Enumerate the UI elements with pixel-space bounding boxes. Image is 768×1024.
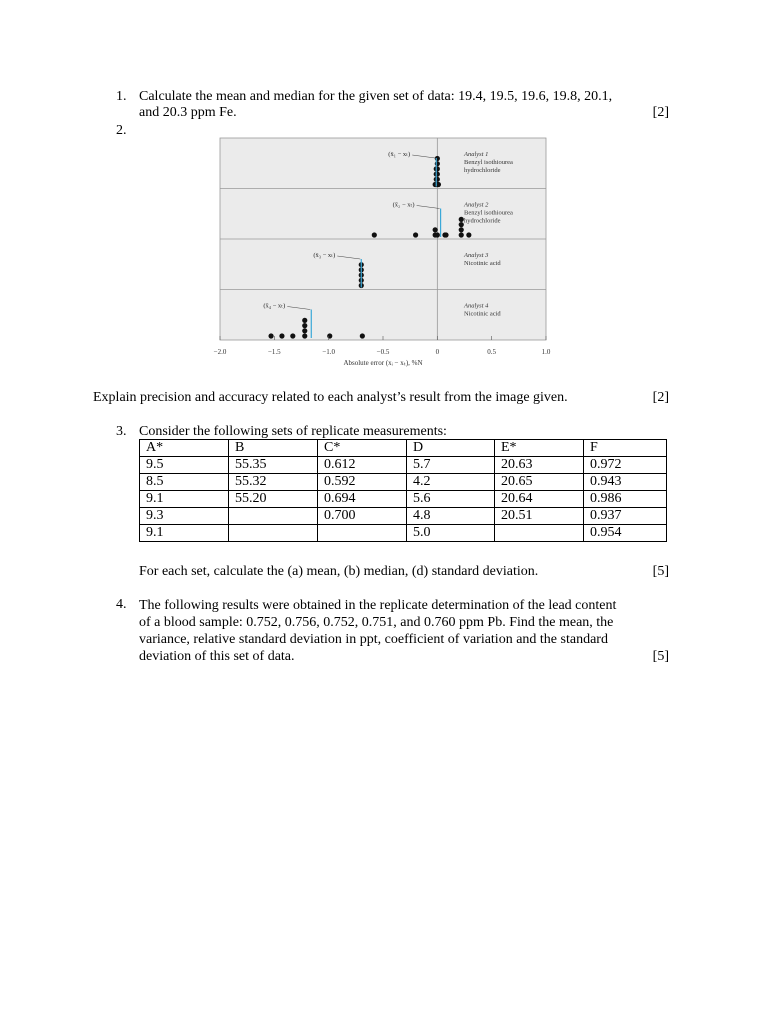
table-cell: 4.2	[407, 474, 495, 491]
table-cell: 0.954	[584, 525, 667, 542]
table-header-row	[140, 440, 667, 457]
analyst-name: Analyst 4	[464, 302, 489, 310]
table-cell: 5.0	[407, 525, 495, 542]
table-cell: 0.972	[584, 457, 667, 474]
question-1-number: 1.	[116, 89, 127, 104]
question-4-number: 4.	[116, 597, 127, 612]
data-point	[302, 323, 307, 328]
data-point	[459, 232, 464, 237]
question-1-line-1: Calculate the mean and median for the given set of data: 19.4, 19.5, 19.6, 19.8, 20.1,	[139, 89, 613, 104]
analyst-name: Analyst 3	[464, 252, 489, 259]
table-cell: 20.63	[495, 457, 584, 474]
data-point	[435, 172, 440, 177]
table-cell	[318, 525, 407, 542]
question-4-line-3: variance, relative standard deviation in ppt, coefficient of variation and the standard	[139, 632, 608, 647]
data-point	[290, 333, 295, 338]
table-cell: 55.20	[229, 491, 318, 508]
reagent-label: Benzyl isothiourea	[464, 209, 513, 217]
table-cell: 0.943	[584, 474, 667, 491]
question-1	[139, 89, 669, 121]
table-cell	[229, 525, 318, 542]
table-cell: 55.35	[229, 457, 318, 474]
table-cell	[229, 508, 318, 525]
table-cell: 9.1	[140, 525, 229, 542]
question-2-number: 2.	[116, 123, 127, 138]
table-row	[140, 474, 667, 491]
x-tick-label: 0	[435, 348, 440, 356]
table-row	[140, 457, 667, 474]
header-cell: B	[229, 440, 318, 457]
x-tick-label: −2.0	[213, 348, 227, 356]
data-point	[443, 232, 448, 237]
question-3-marks: [5]	[652, 564, 669, 579]
header-cell: C*	[318, 440, 407, 457]
replicate-table	[139, 439, 667, 542]
x-tick-label: −1.0	[322, 348, 336, 356]
question-3-task-text: For each set, calculate the (a) mean, (b) median, (d) standard deviation.	[139, 564, 539, 579]
question-4	[139, 597, 669, 665]
data-point	[302, 318, 307, 323]
deviation-label: (x̄₁ − xₜ)	[388, 151, 411, 158]
x-tick-label: 1.0	[541, 348, 551, 356]
data-point	[302, 333, 307, 338]
question-2-prompt	[93, 390, 669, 406]
table-cell: 4.8	[407, 508, 495, 525]
table-cell: 0.986	[584, 491, 667, 508]
table-cell: 0.937	[584, 508, 667, 525]
deviation-label: (x̄₃ − xₜ)	[313, 252, 336, 259]
table-cell: 0.700	[318, 508, 407, 525]
data-point	[435, 177, 440, 182]
reagent-label: hydrochloride	[464, 217, 501, 225]
question-4-line-1: The following results were obtained in the replicate determination of the lead content	[139, 598, 617, 613]
analyst-name: Analyst 2	[464, 201, 489, 209]
header-cell: F	[584, 440, 667, 457]
table-cell: 5.7	[407, 457, 495, 474]
table-row	[140, 508, 667, 525]
table-cell: 0.592	[318, 474, 407, 491]
dot-plot-figure	[200, 134, 560, 372]
reagent-label: Nicotinic acid	[464, 310, 501, 318]
table-cell: 8.5	[140, 474, 229, 491]
data-point	[327, 333, 332, 338]
header-cell: A*	[140, 440, 229, 457]
data-point	[435, 232, 440, 237]
table-cell: 0.612	[318, 457, 407, 474]
reagent-label: hydrochloride	[464, 167, 501, 174]
x-axis-label: Absolute error (xᵢ − xₜ), %N	[343, 359, 423, 367]
header-cell: D	[407, 440, 495, 457]
data-point	[435, 166, 440, 171]
table-cell: 0.694	[318, 491, 407, 508]
reagent-label: Nicotinic acid	[464, 260, 501, 267]
x-tick-label: −1.5	[267, 348, 281, 356]
deviation-label: (x̄₄ − xₜ)	[263, 302, 286, 310]
data-point	[433, 227, 438, 232]
reagent-label: Benzyl isothiourea	[464, 159, 513, 166]
table-cell: 9.3	[140, 508, 229, 525]
data-point	[466, 232, 471, 237]
table-cell: 20.64	[495, 491, 584, 508]
data-point	[413, 232, 418, 237]
data-point	[459, 227, 464, 232]
table-cell: 9.1	[140, 491, 229, 508]
data-point	[372, 232, 377, 237]
data-point	[360, 333, 365, 338]
analyst-name: Analyst 1	[464, 151, 489, 158]
table-cell	[495, 525, 584, 542]
question-2-marks: [2]	[652, 390, 669, 405]
table-cell: 5.6	[407, 491, 495, 508]
deviation-label: (x̄₂ − xₜ)	[392, 201, 415, 209]
question-1-marks: [2]	[652, 105, 669, 120]
question-3-task	[139, 564, 669, 580]
question-3-number: 3.	[116, 424, 127, 439]
data-point	[302, 328, 307, 333]
x-tick-label: −0.5	[376, 348, 390, 356]
question-4-line-2: of a blood sample: 0.752, 0.756, 0.752, 0.751, and 0.760 ppm Pb. Find the mean, the	[139, 615, 614, 630]
question-3-intro: Consider the following sets of replicate measurements:	[139, 424, 447, 439]
data-point	[435, 161, 440, 166]
table-row	[140, 491, 667, 508]
question-4-line-4: deviation of this set of data.	[139, 649, 295, 664]
table-cell: 9.5	[140, 457, 229, 474]
question-2-text: Explain precision and accuracy related to each analyst’s result from the image given.	[93, 390, 568, 405]
table-cell: 20.51	[495, 508, 584, 525]
table-cell: 55.32	[229, 474, 318, 491]
header-cell: E*	[495, 440, 584, 457]
x-tick-label: 0.5	[487, 348, 497, 356]
data-point	[279, 333, 284, 338]
data-point	[268, 333, 273, 338]
question-4-marks: [5]	[652, 649, 669, 664]
table-row	[140, 525, 667, 542]
question-1-line-2: and 20.3 ppm Fe.	[139, 105, 237, 120]
data-point	[435, 156, 440, 161]
table-cell: 20.65	[495, 474, 584, 491]
